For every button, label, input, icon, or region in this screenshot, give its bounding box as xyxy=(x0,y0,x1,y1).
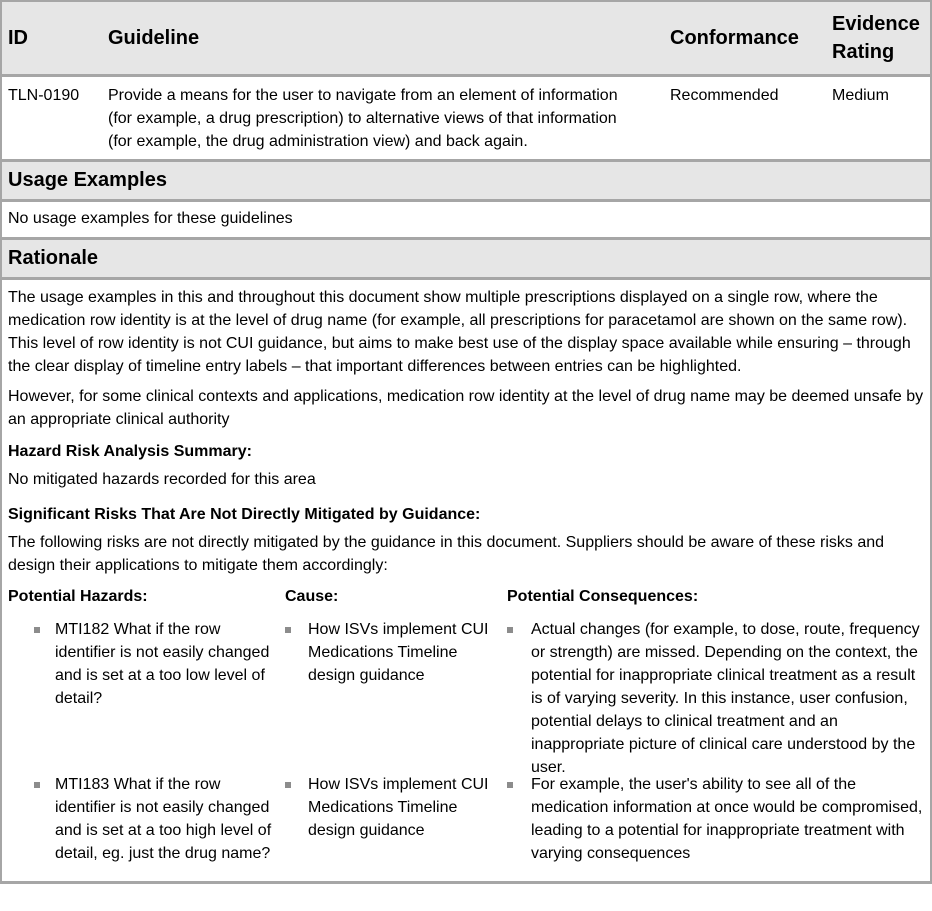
consequences-header: Potential Consequences: xyxy=(507,588,699,605)
significant-risks-text: The following risks are not directly mitigated by the guidance in this document. Suppliers should be aware of these risks and design their applications to mitigate them accordingly: xyxy=(8,534,885,574)
conformance-value: Recommended xyxy=(670,87,779,104)
guideline-text: Provide a means for the user to navigate from an element of information (for example, a drug prescription) to alternative views of that information (for example, the drug administration view) and back again. xyxy=(108,87,618,150)
bullet-icon xyxy=(34,627,40,633)
guideline-table xyxy=(2,2,930,159)
significant-risks-label: Significant Risks That Are Not Directly Mitigated by Guidance: xyxy=(8,506,481,523)
usage-examples-heading: Usage Examples xyxy=(2,159,930,202)
cause-item xyxy=(285,618,507,763)
usage-examples-text: No usage examples for these guidelines xyxy=(8,210,293,227)
consequence-item xyxy=(507,773,924,865)
cause-column xyxy=(285,585,507,875)
consequence-text: For example, the user's ability to see all of the medication information at once would be compromised, leading to a potential for inappropriate treatment with varying consequences xyxy=(531,776,923,862)
cause-text: How ISVs implement CUI Medications Timeline design guidance xyxy=(308,776,489,839)
header-conformance: Conformance xyxy=(664,2,826,76)
cause-text: How ISVs implement CUI Medications Timeline design guidance xyxy=(308,621,489,684)
rationale-body xyxy=(2,280,930,881)
risk-table xyxy=(8,585,924,875)
header-guideline: Guideline xyxy=(102,2,664,76)
rationale-paragraph: However, for some clinical contexts and applications, medication row identity at the level of drug name may be deemed unsafe by an appropriate clinical authority xyxy=(8,388,924,428)
header-id: ID xyxy=(2,2,102,76)
bullet-icon xyxy=(507,627,513,633)
hazard-text: MTI183 What if the row identifier is not easily changed and is set at a too high level of detail, eg. just the drug name? xyxy=(55,776,272,862)
cause-header: Cause: xyxy=(285,588,339,605)
hazard-item xyxy=(8,773,285,865)
consequence-item xyxy=(507,618,924,776)
table-row xyxy=(2,76,930,160)
cause-item xyxy=(285,773,507,842)
hazards-column xyxy=(8,585,285,875)
bullet-icon xyxy=(34,782,40,788)
rationale-paragraph: The usage examples in this and throughout this document show multiple prescriptions displayed on a single row, where the medication row identity is at the level of drug name (for example, all prescriptions for paracetamol are shown on the same row). This level of row identity is not CUI guidance, but aims to make best use of the display space available while ensuring – through the clear display of timeline entry labels – that important differences between entries can be highlighted. xyxy=(8,289,911,375)
hazard-summary-label: Hazard Risk Analysis Summary: xyxy=(8,443,252,460)
hazard-item xyxy=(8,618,285,763)
bullet-icon xyxy=(507,782,513,788)
evidence-rating-value: Medium xyxy=(832,87,889,104)
header-evidence-rating: Evidence Rating xyxy=(826,2,930,76)
hazard-text: MTI182 What if the row identifier is not easily changed and is set at a too low level of detail? xyxy=(55,621,270,707)
bullet-icon xyxy=(285,782,291,788)
consequence-text: Actual changes (for example, to dose, route, frequency or strength) are missed. Depending on the context, the potential for inappropriate clinical treatment as a result is of varying severity. In this instance, user confusion, potential delays to clinical treatment and an inappropriate picture of clinical care understood by the user. xyxy=(531,621,920,776)
guideline-table-header xyxy=(2,2,930,76)
bullet-icon xyxy=(285,627,291,633)
hazard-summary-text: No mitigated hazards recorded for this area xyxy=(8,471,316,488)
consequences-column xyxy=(507,585,924,875)
hazards-header: Potential Hazards: xyxy=(8,588,148,605)
rationale-heading: Rationale xyxy=(2,237,930,280)
guideline-id: TLN-0190 xyxy=(8,87,80,104)
